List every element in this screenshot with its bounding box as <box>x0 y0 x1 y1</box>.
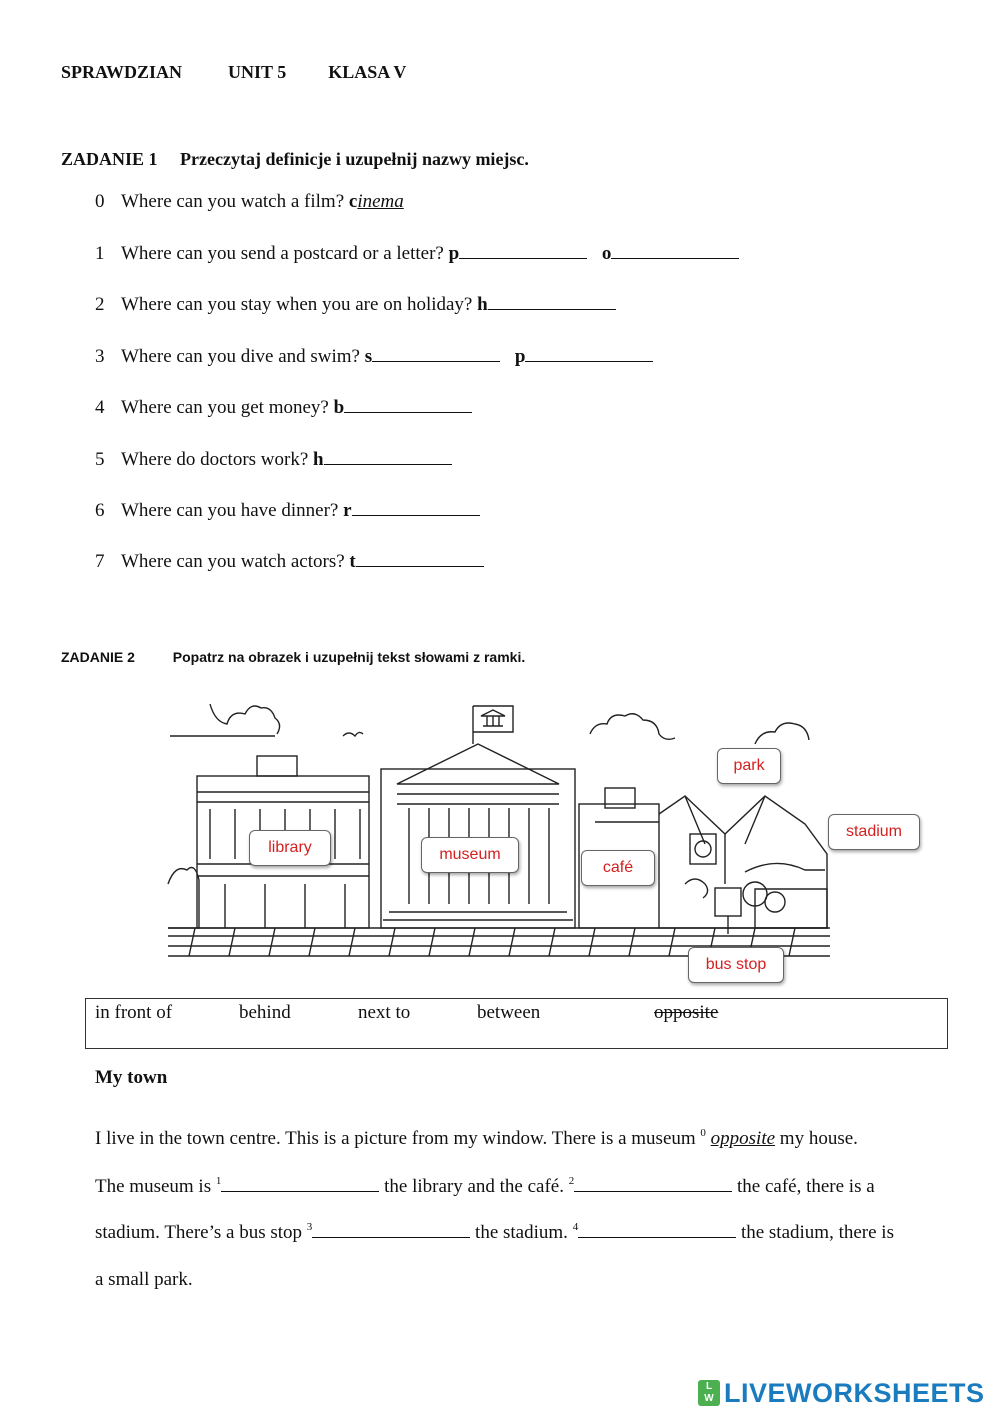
header-title: SPRAWDZIAN <box>61 62 183 82</box>
question-text: Where do doctors work? <box>121 449 309 470</box>
question-text: Where can you have dinner? <box>121 500 339 521</box>
answer-blank[interactable] <box>324 450 452 465</box>
gap-1-blank[interactable] <box>221 1177 379 1192</box>
gap-3-blank[interactable] <box>312 1223 470 1238</box>
question-text: Where can you dive and swim? <box>121 346 360 367</box>
answer-blank[interactable] <box>372 347 500 362</box>
gap-4-blank[interactable] <box>578 1223 736 1238</box>
section-title: My town <box>95 1067 168 1088</box>
question-2 <box>95 294 616 316</box>
answer-blank[interactable] <box>488 295 616 310</box>
town-illustration <box>165 684 903 984</box>
cloud-left <box>170 704 280 736</box>
question-number: 5 <box>95 449 105 470</box>
question-number: 7 <box>95 551 105 572</box>
example-gap-answer: opposite <box>710 1128 776 1149</box>
answer-blank[interactable] <box>356 552 484 567</box>
question-number: 2 <box>95 294 105 315</box>
answer-blank[interactable] <box>352 501 480 516</box>
answer-second-letter: p <box>514 346 526 367</box>
answer-first-letter: c <box>348 191 358 212</box>
logo-icon <box>698 1380 720 1406</box>
logo-letter-l: L <box>705 1381 713 1392</box>
answer-first-letter: r <box>343 500 352 521</box>
gap-number-1: 1 <box>215 1175 222 1187</box>
question-7 <box>95 551 484 573</box>
question-text: Where can you get money? <box>121 397 329 418</box>
question-5 <box>95 449 452 471</box>
worksheet-header <box>61 62 406 83</box>
gap-number-4: 4 <box>572 1221 579 1233</box>
question-text: Where can you send a postcard or a letter? <box>121 243 444 264</box>
answer-first-letter: s <box>364 346 373 367</box>
question-text: Where can you watch a film? <box>121 191 345 212</box>
bus-stop-shelter <box>715 888 741 916</box>
stadium-structure <box>659 796 827 928</box>
label-cafe: café <box>581 850 655 886</box>
question-number: 4 <box>95 397 105 418</box>
brand-name: LIVEWORKSHEETS <box>724 1378 985 1408</box>
answer-first-letter: b <box>333 397 345 418</box>
bird <box>343 732 363 736</box>
word-next-to: next to <box>358 1002 411 1023</box>
question-6 <box>95 500 480 522</box>
logo-letter-w: W <box>704 1393 714 1404</box>
task1-heading <box>61 149 529 170</box>
label-stadium: stadium <box>828 814 920 850</box>
gap-number-3: 3 <box>306 1221 313 1233</box>
answer-blank[interactable] <box>344 398 472 413</box>
question-0 <box>95 191 404 213</box>
question-number: 6 <box>95 500 105 521</box>
question-number: 3 <box>95 346 105 367</box>
question-number: 0 <box>95 191 105 212</box>
gap-number-2: 2 <box>568 1175 575 1187</box>
answer-first-letter: h <box>477 294 488 315</box>
word-behind: behind <box>239 1002 291 1023</box>
task1-label: ZADANIE 1 <box>61 149 158 169</box>
answer-first-letter: h <box>313 449 324 470</box>
label-bus-stop: bus stop <box>688 947 784 983</box>
task2-heading <box>61 649 525 665</box>
task2-label: ZADANIE 2 <box>61 649 135 665</box>
answer-second-letter: o <box>601 243 612 264</box>
question-text: Where can you watch actors? <box>121 551 345 572</box>
text-line-1: I live in the town centre. This is a picture from my window. There is a museum $^0$ opposite my house. <box>95 1127 858 1149</box>
header-unit: UNIT 5 <box>228 62 287 82</box>
word-between: between <box>477 1002 541 1023</box>
label-library: library <box>249 830 331 866</box>
task1-instruction: Przeczytaj definicje i uzupełnij nazwy miejsc. <box>180 149 529 169</box>
question-text: Where can you stay when you are on holiday? <box>121 294 473 315</box>
label-park: park <box>717 748 781 784</box>
word-opposite-crossed: opposite <box>654 1002 719 1023</box>
header-class: KLASA V <box>328 62 407 82</box>
answer-blank-2[interactable] <box>525 347 653 362</box>
liveworksheets-logo <box>698 1378 998 1410</box>
question-number: 1 <box>95 243 105 264</box>
question-1 <box>95 243 739 265</box>
cloud-mid <box>590 714 675 740</box>
answer-blank[interactable] <box>459 244 587 259</box>
example-answer: inema <box>357 191 404 212</box>
text-line-3: stadium. There’s a bus stop $^3$ the stadium. $^4$ the stadium, there is <box>95 1221 894 1243</box>
answer-first-letter: t <box>349 551 356 572</box>
gap-2-blank[interactable] <box>574 1177 732 1192</box>
cloud-right <box>755 723 809 744</box>
gap-number-0: 0 <box>700 1127 706 1139</box>
answer-blank-2[interactable] <box>611 244 739 259</box>
task2-instruction: Popatrz na obrazek i uzupełnij tekst słowami z ramki. <box>172 649 526 665</box>
word-box <box>85 998 948 1049</box>
label-museum: museum <box>421 837 519 873</box>
question-4 <box>95 397 472 419</box>
word-in-front-of: in front of <box>95 1002 173 1023</box>
question-3 <box>95 346 653 368</box>
answer-first-letter: p <box>448 243 460 264</box>
text-line-2: The museum is $^1$ the library and the café. $^2$ the café, there is a <box>95 1175 875 1197</box>
text-line-4: a small park. <box>95 1269 193 1290</box>
